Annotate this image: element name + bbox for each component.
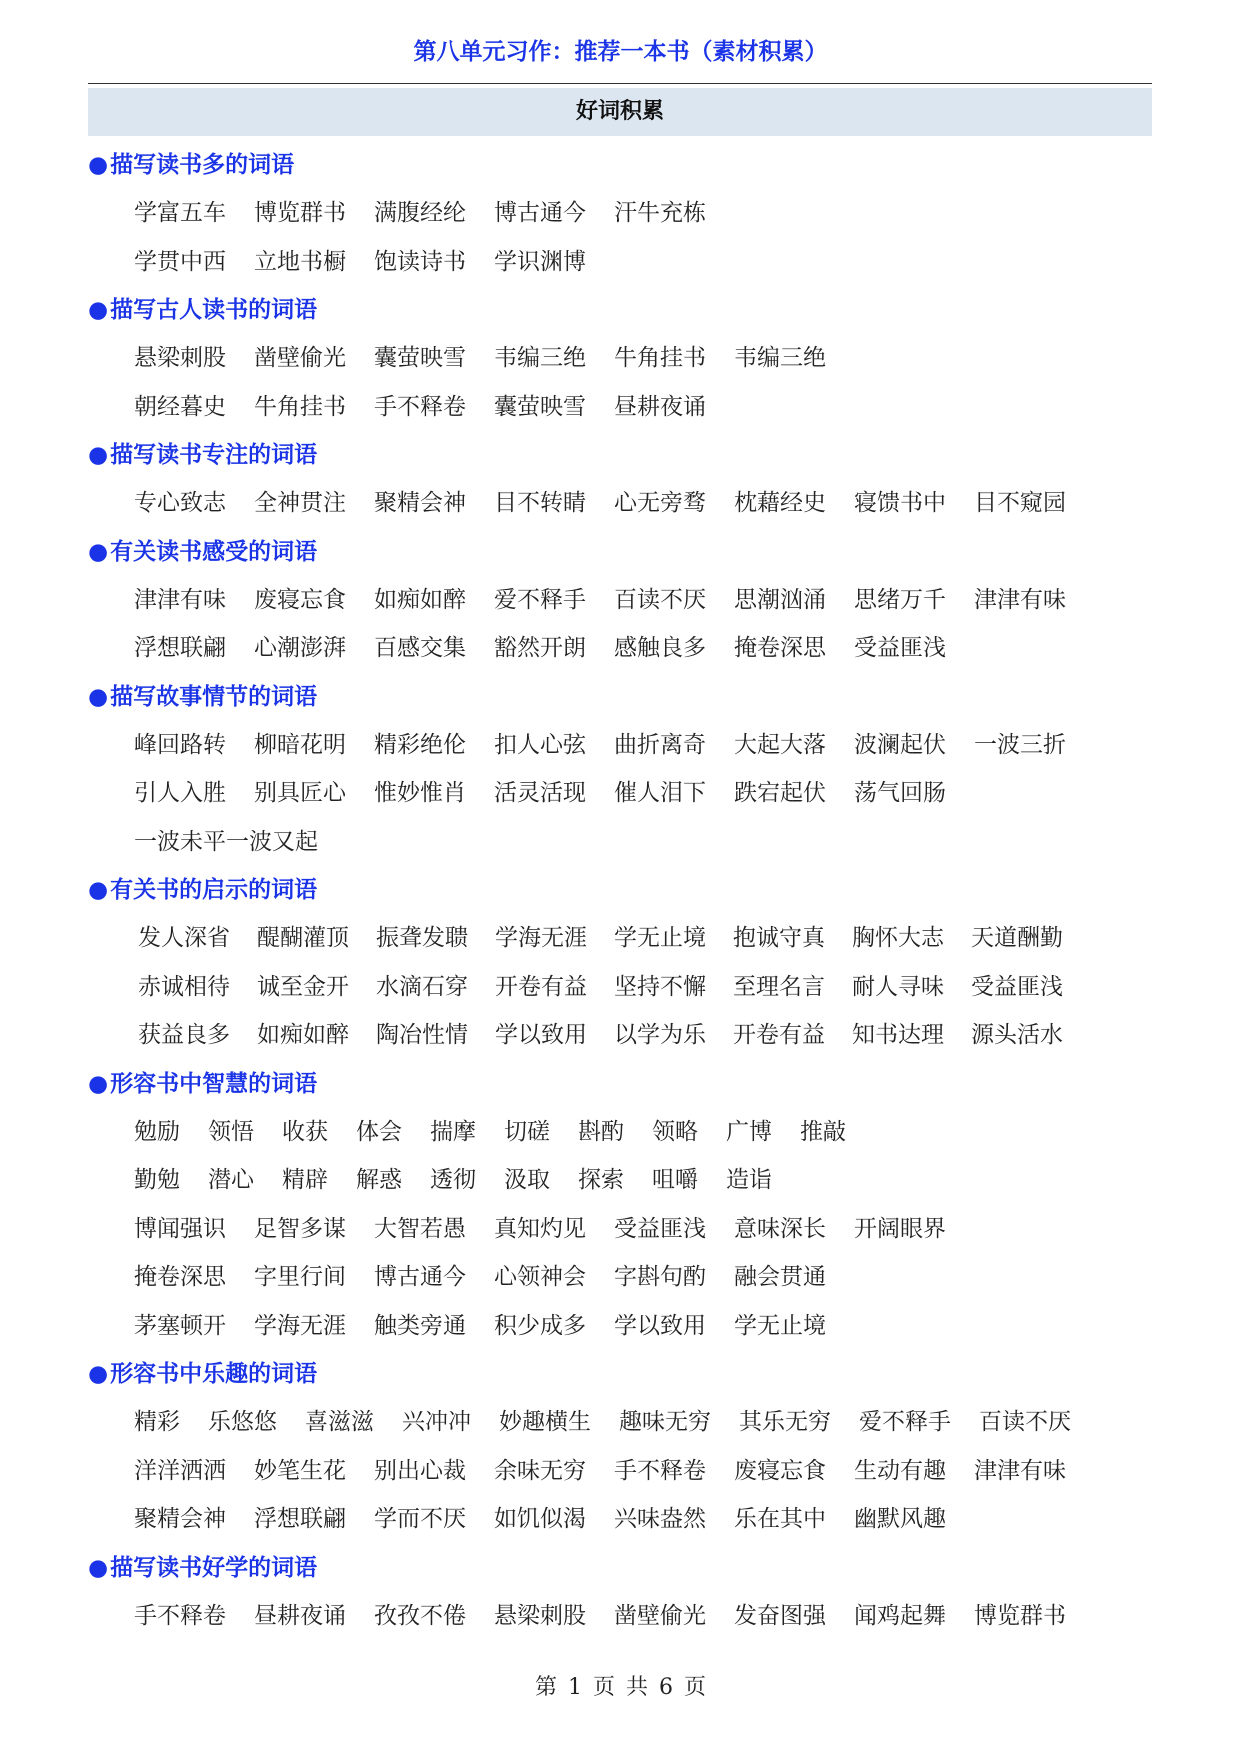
vocab-word: 心无旁骛	[614, 490, 706, 516]
vocab-word: 心领神会	[494, 1264, 586, 1290]
bullet-icon: ●	[88, 442, 109, 468]
bullet-icon: ●	[88, 1070, 109, 1097]
vocab-word: 乐在其中	[734, 1506, 826, 1532]
vocab-word: 囊萤映雪	[494, 393, 586, 420]
bullet-icon: ●	[88, 1361, 109, 1387]
vocab-word: 洋洋洒洒	[134, 1457, 226, 1484]
vocabulary-list	[88, 141, 1152, 1640]
vocab-word: 引人入胜	[134, 780, 226, 806]
vocab-word: 胸怀大志	[852, 925, 944, 951]
vocab-word: 昼耕夜诵	[254, 1602, 346, 1629]
word-row	[88, 334, 1152, 383]
vocab-word: 幽默风趣	[854, 1506, 946, 1532]
word-row	[88, 1156, 1152, 1205]
vocab-word: 柳暗花明	[254, 731, 346, 758]
vocab-word: 孜孜不倦	[374, 1602, 466, 1629]
section-heading-text: 形容书中乐趣的词语	[110, 1361, 318, 1387]
vocab-word: 思潮汹涌	[734, 586, 826, 613]
vocab-word: 峰回路转	[134, 731, 226, 758]
vocab-word: 悬梁刺股	[134, 345, 226, 371]
vocab-word: 汲取	[504, 1167, 550, 1193]
vocab-word: 赤诚相待	[138, 973, 230, 1000]
word-row	[88, 624, 1152, 673]
vocab-word: 满腹经纶	[374, 200, 466, 226]
vocab-word: 汗牛充栋	[614, 200, 706, 226]
vocab-word: 精辟	[282, 1167, 328, 1193]
vocab-word: 韦编三绝	[494, 345, 586, 371]
vocab-word: 发奋图强	[734, 1602, 826, 1629]
vocab-word: 领略	[652, 1118, 698, 1145]
section-heading	[88, 673, 1152, 721]
word-row	[88, 1447, 1152, 1496]
vocab-word: 如痴如醉	[374, 586, 466, 613]
section-heading	[88, 1350, 1152, 1398]
vocab-word: 百读不厌	[614, 586, 706, 613]
vocab-word: 博览群书	[254, 200, 346, 226]
vocab-word: 掩卷深思	[734, 635, 826, 661]
word-row	[88, 479, 1152, 528]
vocab-word: 广博	[726, 1118, 772, 1145]
vocab-word: 囊萤映雪	[374, 345, 466, 371]
vocab-word: 源头活水	[971, 1022, 1063, 1048]
vocab-word: 立地书橱	[254, 248, 346, 275]
section-heading	[88, 431, 1152, 479]
word-row	[88, 1302, 1152, 1351]
vocab-word: 韦编三绝	[734, 345, 826, 371]
vocab-word: 意味深长	[734, 1215, 826, 1242]
word-row	[88, 238, 1152, 287]
vocab-word: 牛角挂书	[254, 393, 346, 420]
vocab-word: 勉励	[134, 1118, 180, 1145]
vocab-word: 博览群书	[974, 1602, 1066, 1629]
section-heading	[88, 1544, 1152, 1592]
vocab-word: 其乐无穷	[739, 1409, 831, 1435]
vocab-word: 博古通今	[494, 200, 586, 226]
vocab-word: 真知灼见	[494, 1215, 586, 1242]
vocab-word: 造诣	[726, 1167, 772, 1193]
vocab-word: 悬梁刺股	[494, 1602, 586, 1629]
vocab-word: 学识渊博	[494, 248, 586, 275]
vocab-word: 学无止境	[614, 925, 706, 951]
section-heading-text: 描写读书专注的词语	[110, 442, 318, 468]
vocab-word: 枕藉经史	[734, 490, 826, 516]
vocab-word: 茅塞顿开	[134, 1312, 226, 1339]
vocab-word: 感触良多	[614, 635, 706, 661]
vocab-word: 斟酌	[578, 1118, 624, 1145]
vocab-word: 曲折离奇	[614, 731, 706, 758]
vocab-word: 学无止境	[734, 1312, 826, 1339]
vocab-word: 津津有味	[134, 586, 226, 613]
vocab-word: 字里行间	[254, 1264, 346, 1290]
vocab-word: 字斟句酌	[614, 1264, 706, 1290]
vocab-word: 浮想联翩	[134, 635, 226, 661]
vocab-word: 领悟	[208, 1118, 254, 1145]
vocab-word: 如饥似渴	[494, 1506, 586, 1532]
vocab-word: 学贯中西	[134, 248, 226, 275]
vocab-word: 天道酬勤	[971, 925, 1063, 951]
vocab-word: 一波三折	[974, 731, 1066, 758]
word-row	[88, 1205, 1152, 1254]
vocab-word: 废寝忘食	[254, 586, 346, 613]
vocab-word: 积少成多	[494, 1312, 586, 1339]
vocab-word: 诚至金开	[257, 973, 349, 1000]
vocab-word: 津津有味	[974, 586, 1066, 613]
vocab-word: 陶冶性情	[376, 1022, 468, 1048]
section-banner: 好词积累	[88, 88, 1152, 136]
bullet-icon: ●	[88, 1554, 109, 1581]
word-row	[88, 818, 1152, 867]
vocab-word: 聚精会神	[374, 490, 466, 516]
word-row	[88, 1011, 1152, 1060]
word-row	[88, 914, 1152, 963]
vocab-word: 波澜起伏	[854, 731, 946, 758]
vocab-word: 百读不厌	[979, 1409, 1071, 1435]
vocab-word: 揣摩	[430, 1118, 476, 1145]
vocab-word: 收获	[282, 1118, 328, 1145]
word-row	[88, 721, 1152, 770]
vocab-word: 触类旁通	[374, 1312, 466, 1339]
vocab-word: 咀嚼	[652, 1167, 698, 1193]
vocab-word: 以学为乐	[614, 1022, 706, 1048]
vocab-word: 学以致用	[495, 1022, 587, 1048]
vocab-word: 爱不释手	[494, 586, 586, 613]
section-heading	[88, 1060, 1152, 1108]
vocab-word: 闻鸡起舞	[854, 1602, 946, 1629]
vocab-word: 饱读诗书	[374, 248, 466, 275]
section-heading	[88, 141, 1152, 189]
vocab-word: 专心致志	[134, 490, 226, 516]
word-row	[88, 1108, 1152, 1157]
bullet-icon: ●	[88, 538, 109, 565]
vocab-word: 发人深省	[138, 925, 230, 951]
section-heading-text: 有关读书感受的词语	[110, 538, 318, 565]
word-row	[88, 1253, 1152, 1302]
vocab-word: 寝馈书中	[854, 490, 946, 516]
vocab-word: 博古通今	[374, 1264, 466, 1290]
word-row	[88, 1592, 1152, 1641]
vocab-word: 获益良多	[138, 1022, 230, 1048]
vocab-word: 兴冲冲	[402, 1409, 471, 1435]
section-heading	[88, 866, 1152, 914]
vocab-word: 解惑	[356, 1167, 402, 1193]
vocab-word: 心潮澎湃	[254, 635, 346, 661]
section-heading-text: 描写读书好学的词语	[110, 1554, 318, 1581]
vocab-word: 探索	[578, 1167, 624, 1193]
vocab-word: 学以致用	[614, 1312, 706, 1339]
vocab-word: 手不释卷	[134, 1602, 226, 1629]
vocab-word: 学海无涯	[495, 925, 587, 951]
vocab-word: 透彻	[430, 1167, 476, 1193]
vocab-word: 开卷有益	[495, 973, 587, 1000]
word-row	[88, 383, 1152, 432]
vocab-word: 思绪万千	[854, 586, 946, 613]
vocab-word: 推敲	[800, 1118, 846, 1145]
vocab-word: 百感交集	[374, 635, 466, 661]
vocab-word: 别具匠心	[254, 780, 346, 806]
vocab-word: 废寝忘食	[734, 1457, 826, 1484]
vocab-word: 乐悠悠	[208, 1409, 277, 1435]
vocab-word: 手不释卷	[374, 393, 466, 420]
vocab-word: 勤勉	[134, 1167, 180, 1193]
vocab-word: 全神贯注	[254, 490, 346, 516]
vocab-word: 兴味盎然	[614, 1506, 706, 1532]
vocab-word: 振聋发聩	[376, 925, 468, 951]
section-heading	[88, 286, 1152, 334]
vocab-word: 喜滋滋	[305, 1409, 374, 1435]
vocab-word: 坚持不懈	[614, 973, 706, 1000]
vocab-word: 手不释卷	[614, 1457, 706, 1484]
document-title: 第八单元习作：推荐一本书（素材积累）	[413, 39, 828, 65]
vocab-word: 大智若愚	[374, 1215, 466, 1242]
vocab-word: 受益匪浅	[854, 635, 946, 661]
vocab-word: 聚精会神	[134, 1506, 226, 1532]
vocab-word: 朝经暮史	[134, 393, 226, 420]
vocab-word: 受益匪浅	[971, 973, 1063, 1000]
vocab-word: 开卷有益	[733, 1022, 825, 1048]
vocab-word: 切磋	[504, 1118, 550, 1145]
vocab-word: 扣人心弦	[494, 731, 586, 758]
vocab-word: 趣味无穷	[619, 1409, 711, 1435]
word-row	[88, 576, 1152, 625]
vocab-word: 爱不释手	[859, 1409, 951, 1435]
vocab-word: 凿壁偷光	[614, 1602, 706, 1629]
word-row	[88, 1495, 1152, 1544]
bullet-icon: ●	[88, 877, 109, 903]
vocab-word: 至理名言	[733, 973, 825, 1000]
vocab-word: 生动有趣	[854, 1457, 946, 1484]
title-divider	[88, 83, 1152, 84]
vocab-word: 精彩	[134, 1409, 180, 1435]
vocab-word: 凿壁偷光	[254, 345, 346, 371]
vocab-word: 体会	[356, 1118, 402, 1145]
vocab-word: 受益匪浅	[614, 1215, 706, 1242]
word-row	[88, 1398, 1152, 1447]
vocab-word: 学海无涯	[254, 1312, 346, 1339]
vocab-word: 精彩绝伦	[374, 731, 466, 758]
vocab-word: 抱诚守真	[733, 925, 825, 951]
vocab-word: 耐人寻味	[852, 973, 944, 1000]
vocab-word: 津津有味	[974, 1457, 1066, 1484]
section-heading-text: 有关书的启示的词语	[110, 877, 318, 903]
vocab-word: 目不窥园	[974, 490, 1066, 516]
vocab-word: 醍醐灌顶	[257, 925, 349, 951]
vocab-word: 跌宕起伏	[734, 780, 826, 806]
vocab-word: 开阔眼界	[854, 1215, 946, 1242]
vocab-word: 学富五车	[134, 200, 226, 226]
vocab-word: 惟妙惟肖	[374, 780, 466, 806]
section-heading	[88, 528, 1152, 576]
bullet-icon: ●	[88, 297, 109, 323]
vocab-word: 妙趣横生	[499, 1409, 591, 1435]
bullet-icon: ●	[88, 152, 109, 178]
vocab-word: 足智多谋	[254, 1215, 346, 1242]
section-heading-text: 描写读书多的词语	[110, 152, 295, 178]
vocab-word: 豁然开朗	[494, 635, 586, 661]
vocab-word: 妙笔生花	[254, 1457, 346, 1484]
vocab-word: 知书达理	[852, 1022, 944, 1048]
vocab-word: 水滴石穿	[376, 973, 468, 1000]
vocab-word: 浮想联翩	[254, 1506, 346, 1532]
bullet-icon: ●	[88, 683, 109, 710]
vocab-word: 余味无穷	[494, 1457, 586, 1484]
word-row	[88, 769, 1152, 818]
vocab-word: 昼耕夜诵	[614, 393, 706, 420]
section-heading-text: 描写古人读书的词语	[110, 297, 318, 323]
vocab-word: 融会贯通	[734, 1264, 826, 1290]
page-footer: 第 1 页 共 6 页	[535, 1675, 706, 1700]
vocab-word: 活灵活现	[494, 780, 586, 806]
vocab-word: 大起大落	[734, 731, 826, 758]
vocab-word: 荡气回肠	[854, 780, 946, 806]
vocab-word: 催人泪下	[614, 780, 706, 806]
vocab-word: 学而不厌	[374, 1506, 466, 1532]
vocab-word: 潜心	[208, 1167, 254, 1193]
vocab-word: 牛角挂书	[614, 345, 706, 371]
vocab-word: 掩卷深思	[134, 1264, 226, 1290]
vocab-word: 如痴如醉	[257, 1022, 349, 1048]
word-row	[88, 189, 1152, 238]
vocab-word: 一波未平一波又起	[134, 828, 318, 855]
word-row	[88, 963, 1152, 1012]
vocab-word: 博闻强识	[134, 1215, 226, 1242]
section-heading-text: 描写故事情节的词语	[110, 683, 318, 710]
section-heading-text: 形容书中智慧的词语	[110, 1070, 318, 1097]
vocab-word: 别出心裁	[374, 1457, 466, 1484]
vocab-word: 目不转睛	[494, 490, 586, 516]
